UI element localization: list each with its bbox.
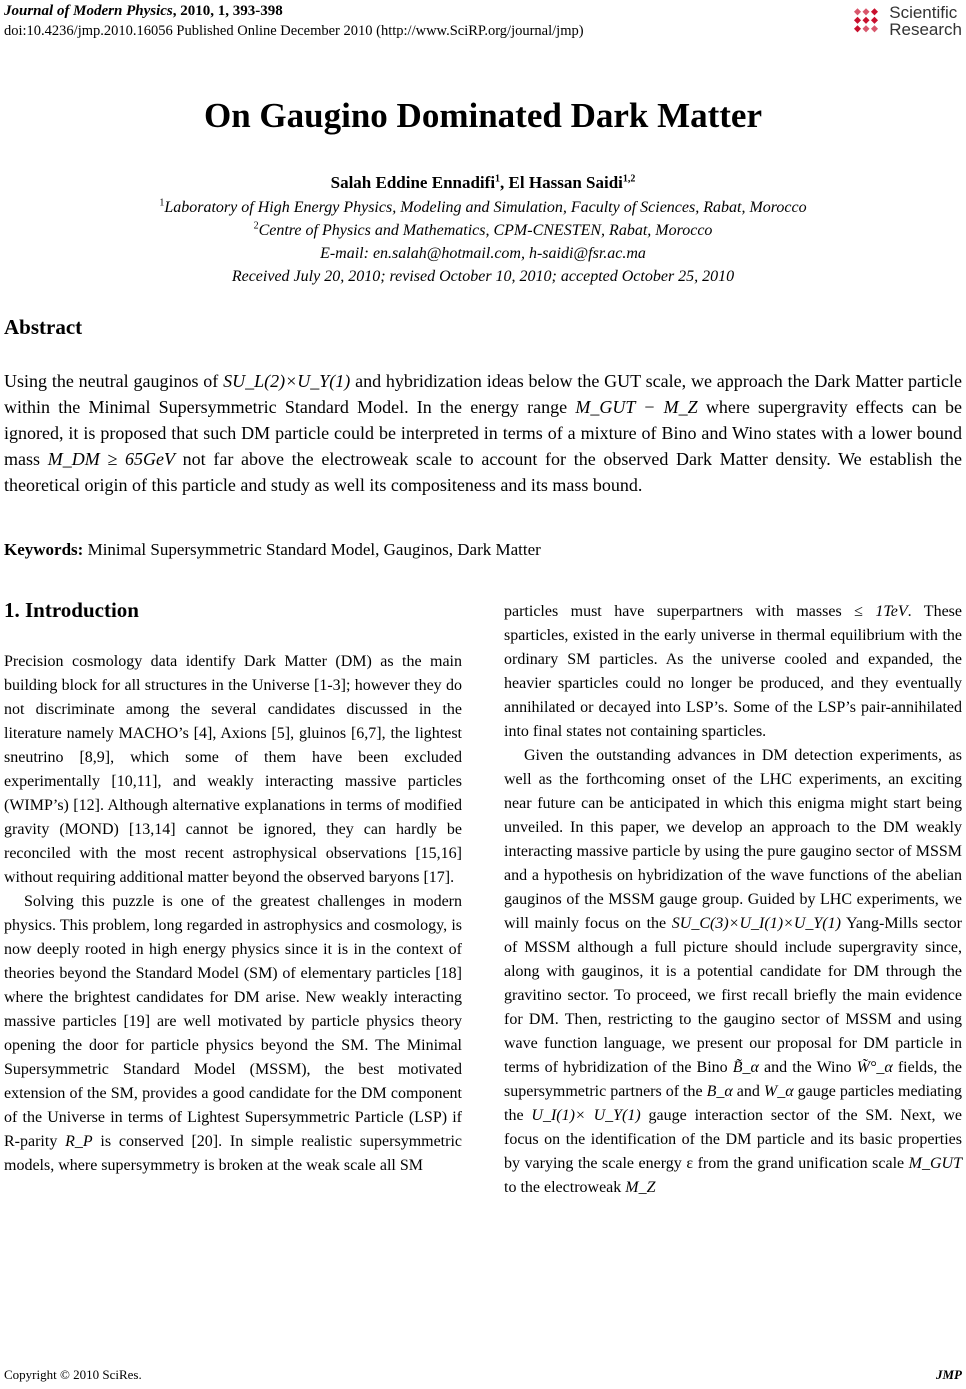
logo-square: [871, 8, 878, 15]
paper-title: On Gaugino Dominated Dark Matter: [203, 96, 763, 135]
affiliation-1: $^1$Laboratory of High Energy Physics, Modeling and Simulation, Faculty of Sciences, Rabat, Morocco: [159, 197, 807, 216]
author-line: Salah Eddine Ennadifi$^1$, El Hassan Saidi$^{1,2}$: [330, 173, 636, 192]
math-inline: ≤ 1TeV: [854, 603, 908, 620]
math-inline: SU_L(2)×U_Y(1): [223, 371, 351, 391]
journal-citation: [4, 3, 283, 20]
paragraph: Precision cosmology data identify Dark Matter (DM) as the main building block for all structures in the Universe [1-3]; however they do not discriminate among the several candidates discussed in the literature namely MACHO’s [4], Axions [5], gluinos [6,7], the lightest sneutrino [8,9], which some of them have been excluded experimentally [10,11], and weakly interacting massive particles (WIMP’s) [12]. Although alternative explanations in terms of modified gravity (MOND) [13,14] cannot be ignored, they can hardly be reconciled with the most recent astrophysical observations [15,16] without requiring additional matter beyond the observed baryons [17].: [4, 653, 462, 886]
abstract-heading: Abstract: [4, 315, 83, 339]
math-inline: B_α: [706, 1083, 733, 1100]
logo-square: [863, 25, 870, 32]
math-inline: W_α: [763, 1083, 794, 1100]
math-inline: SU_C(3)×U_I(1)×U_Y(1): [671, 915, 841, 932]
paragraph: particles must have superpartners with masses ≤ 1TeV. These sparticles, existed in the early universe in thermal equilibrium with the ordinary SM particles. As the universe cooled and expanded, the heavier sparticles could no longer be produced, and they eventually annihilated or decayed into LSP’s. Some of the LSP’s pair-annihilated into final states not containing sparticles.: [504, 603, 962, 740]
logo-square: [854, 25, 861, 32]
keywords-label: Keywords:: [4, 540, 84, 559]
journal-name: Journal of Modern Physics: [4, 3, 173, 19]
section-heading: 1. Introduction: [4, 598, 139, 622]
logo-square: [871, 17, 878, 24]
math-inline: M_GUT − M_Z: [575, 397, 698, 417]
logo-square: [871, 25, 878, 32]
math-inline: M_Z: [625, 1179, 656, 1196]
doi-line[interactable]: doi:10.4236/jmp.2010.16056 Published Online December 2010 (http://www.SciRP.org/journal/jmp): [4, 23, 584, 39]
keywords-text: Minimal Supersymmetric Standard Model, Gauginos, Dark Matter: [83, 540, 541, 559]
logo-square: [854, 8, 861, 15]
logo-text: Scientific Research: [889, 3, 962, 39]
keywords: [4, 540, 541, 560]
author-name: Salah Eddine Ennadifi: [330, 173, 496, 192]
math-inline: M_DM ≥ 65GeV: [47, 449, 175, 469]
math-inline: U_I(1)× U_Y(1): [531, 1107, 641, 1124]
math-inline: R_P: [65, 1133, 93, 1150]
copyright: Copyright © 2010 SciRes.: [4, 1367, 142, 1382]
affiliation-2: $^2$Centre of Physics and Mathematics, CPM-CNESTEN, Rabat, Morocco: [253, 220, 713, 239]
paragraph: Given the outstanding advances in DM detection experiments, as well as the forthcoming onset of the LHC experiments, an exciting near future can be anticipated in which this enigma might start being unveiled. In this paper, we develop an approach to the DM weakly interacting massive particle by using the pure gaugino sector of MSSM and a hypothesis on hybridization of the wave functions of the abelian gauginos of the MSSM gauge group. Guided by LHC experiments, we will mainly focus on the SU_C(3)×U_I(1)×U_Y(1) Yang-Mills sector of MSSM although a full picture should include supergravity since, along with gauginos, it is a potential candidate for DM through the gravitino sector. To proceed, we first recall briefly the main evidence for DM. Then, restricting to the gaugino sector of MSSM and using wave function language, we present our proposal for DM particle in terms of hybridization of the Bino B̃_α and the Wino W̃°_α fields, the supersymmetric partners of the B_α and W_α gauge particles mediating the U_I(1)× U_Y(1) gauge interaction sector of the SM. Next, we focus on the identification of the DM particle and its basic properties by varying the scale energy ε from the grand unification scale M_GUT to the electroweak M_Z: [504, 747, 963, 1196]
logo-square: [854, 17, 861, 24]
logo-square: [863, 17, 870, 24]
left-column: [4, 650, 462, 1178]
paragraph: Solving this puzzle is one of the greatest challenges in modern physics. This problem, long regarded in astrophysics and cosmology, is now deeply rooted in high energy physics since it is in the context of theories beyond the Standard Model (SM) of elementary particles [18] where the brightest candidates for DM arise. New weakly interacting massive particles [19] are well motivated by particle physics theory opening the door for particle physics beyond the SM. The Minimal Supersymmetric Standard Model (MSSM), the best motivated extension of the SM, provides a good candidate for the DM component of the Universe in terms of Lightest Supersymmetric Particle (LSP) if R-parity R_P is conserved [20]. In simple realistic supersymmetric models, where supersymmetry is broken at the weak scale all SM: [4, 893, 463, 1174]
logo-icon: [847, 2, 885, 40]
publisher-logo: [847, 2, 962, 40]
journal-abbr: JMP: [936, 1367, 962, 1382]
math-inline: B̃_α: [732, 1059, 759, 1076]
logo-square: [863, 8, 870, 15]
email-line[interactable]: E-mail: en.salah@hotmail.com, h-saidi@fsr.ac.ma: [320, 245, 646, 262]
right-column: [504, 600, 962, 1200]
math-inline: M_GUT: [908, 1155, 962, 1172]
abstract-body: Using the neutral gauginos of SU_L(2)×U_Y(1) and hybridization ideas below the GUT scale, we approach the Dark Matter particle within the Minimal Supersymmetric Standard Model. In the energy range M_GUT − M_Z where supergravity effects can be ignored, it is proposed that such DM particle could be interpreted in terms of a mixture of Bino and Wino states with a lower bound mass M_DM ≥ 65GeV not far above the electroweak scale to account for the observed Dark Matter density. We establish the theoretical origin of this particle and study as well its compositeness and its mass bound.: [4, 371, 963, 495]
author-name: El Hassan Saidi: [508, 173, 623, 192]
journal-volume: , 2010, 1, 393-398: [172, 3, 283, 19]
math-inline: W̃°_α: [856, 1059, 893, 1076]
received-dates: Received July 20, 2010; revised October 10, 2010; accepted October 25, 2010: [231, 268, 735, 285]
